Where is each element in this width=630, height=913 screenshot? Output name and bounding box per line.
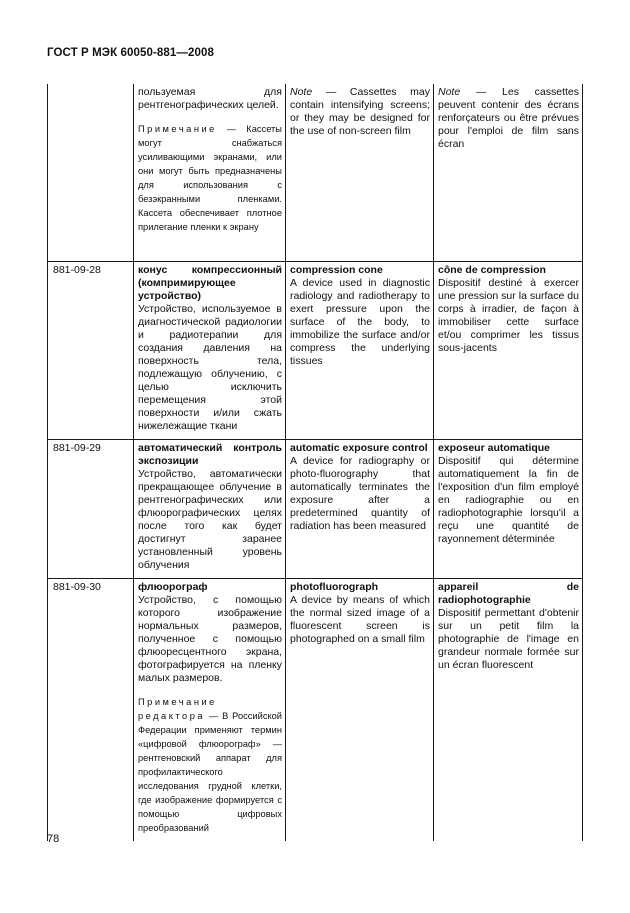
russian-editor-note	[138, 695, 282, 835]
russian-definition: Устройство, используемое в диагностической радиологии и радиотерапии для создания давления на поверхность тела, подлежащую облучению, с целью исключить перемещения этой поверхности и/или сжать нижележащие ткани	[138, 302, 282, 432]
table-row	[48, 261, 583, 439]
french-term: appareil de radiophotographie	[438, 580, 579, 606]
term-number: 881-09-30	[53, 580, 101, 593]
terminology-table	[47, 84, 583, 841]
note-text: — Кассеты могут снабжаться усиливающими экранами, или они могут быть предназначены для использования с безэкранными пленками. Кассета обеспечивает плотное прилегание пленки к экрану	[138, 124, 282, 232]
english-cell	[286, 261, 434, 439]
french-definition	[438, 86, 579, 151]
russian-cell	[134, 261, 286, 439]
russian-definition: Устройство, с помощью которого изображение нормальных размеров, полученное с помощью флюоресцентного экрана, фотографируется на пленку малых размеров.	[138, 593, 282, 684]
russian-term: автоматический контроль экспозиции	[138, 441, 282, 467]
russian-term: конус компрессионный (компримирующее устройство)	[138, 263, 282, 302]
table-row	[48, 84, 583, 261]
note-text: — В Российской Федерации применяют термин «цифровой флюорограф» — рентгеновский аппарат для профилактического исследования грудной клетки, где изображение формируется с помощью цифровых преобразований	[138, 710, 282, 833]
russian-note	[138, 122, 282, 234]
term-number-cell	[48, 439, 134, 578]
note-label: Note	[290, 86, 313, 98]
french-cell	[434, 578, 583, 841]
english-cell	[286, 84, 434, 261]
french-term: exposeur automatique	[438, 441, 551, 454]
note-label: Примечание	[138, 124, 217, 134]
french-definition: Dispositif permettant d'obtenir sur un petit film la photographie de l'image en grandeur normale formée sur un écran fluorescent	[438, 606, 579, 671]
russian-term: флюорограф	[138, 580, 208, 593]
table-row	[48, 439, 583, 578]
english-term: compression cone	[290, 263, 383, 276]
russian-cell	[134, 578, 286, 841]
note-label: Примечание редактора	[138, 696, 217, 721]
french-definition: Dispositif destiné à exercer une pression sur la surface du corps à irradier, de façon à immobiliser cette surface et/ou comprimer les tissus sous-jacents	[438, 276, 579, 354]
english-cell	[286, 439, 434, 578]
english-term: photofluorograph	[290, 580, 379, 593]
term-number-cell	[48, 578, 134, 841]
term-number-cell	[48, 261, 134, 439]
note-label: Note	[438, 86, 461, 98]
french-term: cône de compression	[438, 263, 546, 276]
russian-definition: Устройство, автоматически прекращающее облучение в рентгенографических или флюорографических целях после того как будет достигнут заранее установленный уровень облучения	[138, 467, 282, 571]
page-number: 78	[47, 833, 60, 845]
english-definition: A device by means of which the normal sized image of a fluorescent screen is photographed on a small film	[290, 593, 430, 645]
french-cell	[434, 261, 583, 439]
term-number: 881-09-28	[53, 263, 101, 276]
russian-cell	[134, 84, 286, 261]
english-definition: A device used in diagnostic radiology and radiotherapy to exert pressure upon the surface of the body, to immobilize the surface and/or compress the underlying tissues	[290, 276, 430, 367]
russian-definition: пользуемая для рентгенографических целей.	[138, 86, 282, 111]
note-text: — Les cassettes peuvent contenir des écrans renforçateurs ou être prévues pour l'emploi de film sans écran	[438, 86, 579, 150]
french-definition: Dispositif qui détermine automatiquement la fin de l'exposition d'un film employé en radiographie ou en radiophotographie lorsqu'il a reçu une quantité de rayonnement déterminée	[438, 454, 579, 545]
french-cell	[434, 439, 583, 578]
term-number: 881-09-29	[53, 441, 101, 454]
document-header: ГОСТ Р МЭК 60050-881—2008	[47, 47, 214, 59]
english-cell	[286, 578, 434, 841]
english-definition	[290, 86, 430, 138]
note-text: — Cassettes may contain intensifying screens; or they may be designed for the use of non-screen film	[290, 86, 430, 137]
english-definition: A device for radiography or photo-fluorography that automatically terminates the exposure after a predetermined quantity of radiation has been measured	[290, 454, 430, 532]
english-term: automatic exposure control	[290, 441, 428, 454]
table-row	[48, 578, 583, 841]
russian-cell	[134, 439, 286, 578]
term-number-cell	[48, 84, 134, 261]
french-cell	[434, 84, 583, 261]
